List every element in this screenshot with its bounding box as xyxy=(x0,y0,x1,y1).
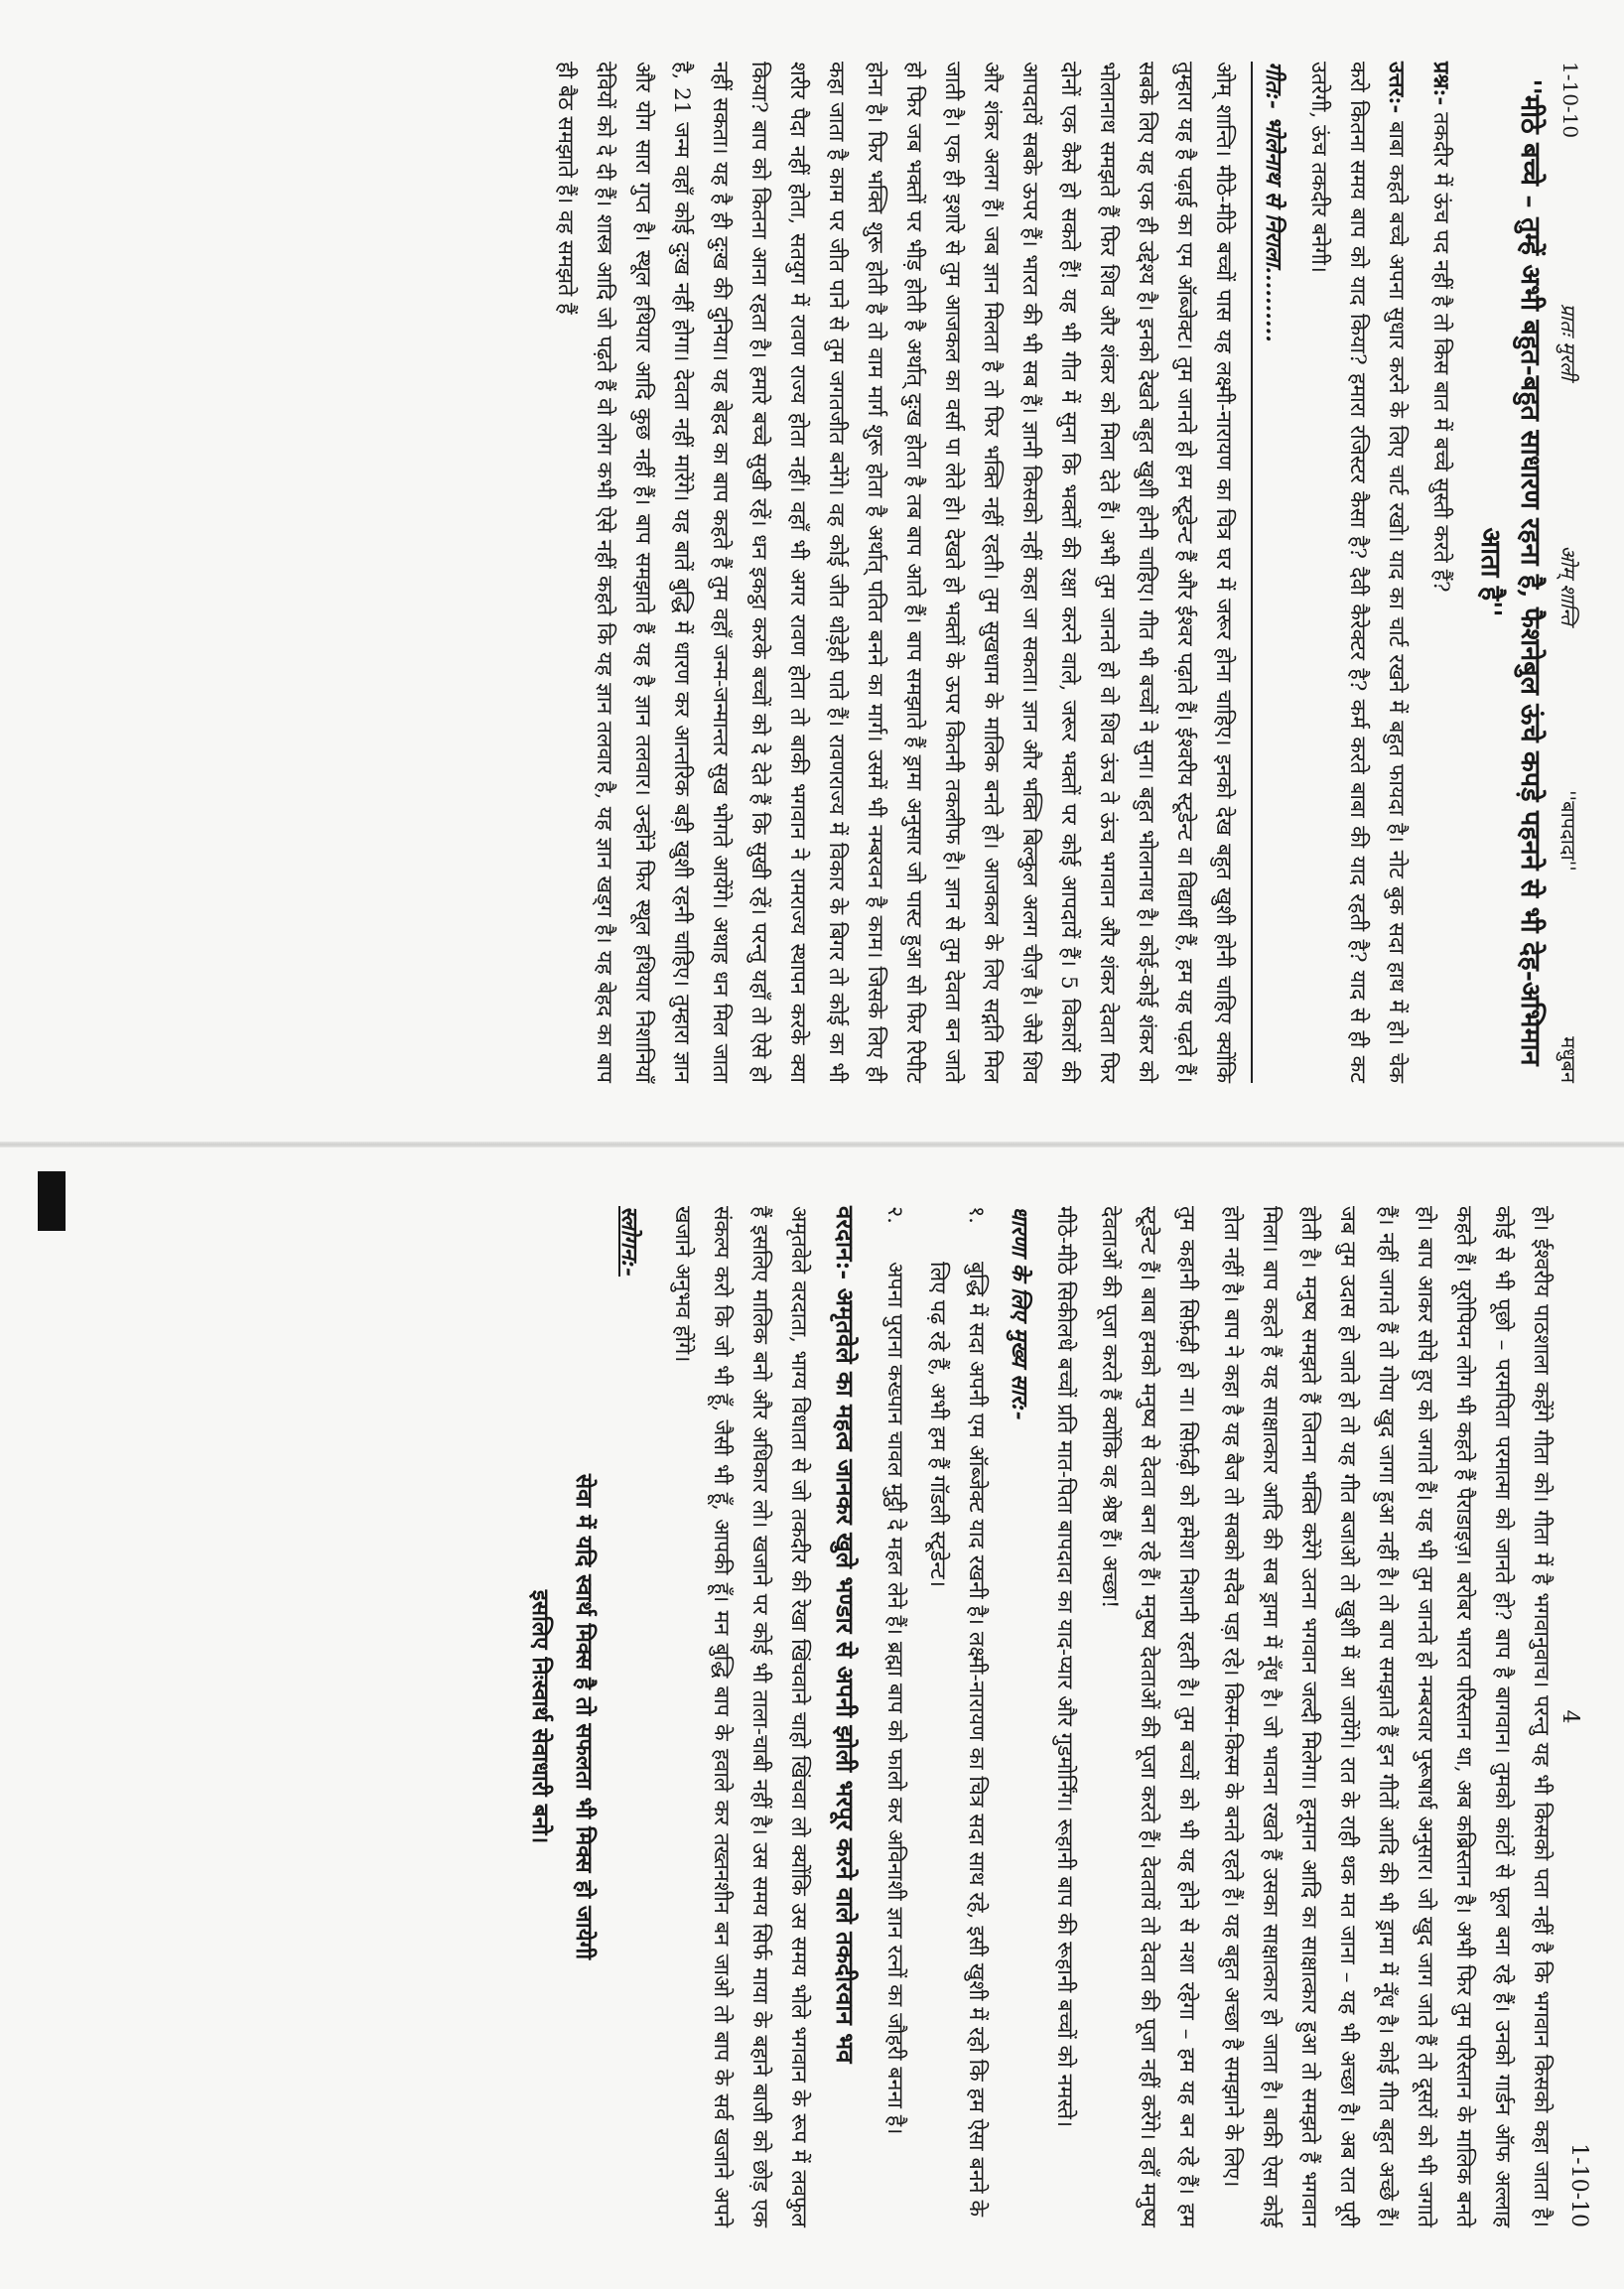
blessing-title: अमृतवेले का महत्व जानकर खुले भण्डार से अपनी झोली भरपूर करने वाले तकदीरवान भव xyxy=(831,1287,860,2064)
page-number: 4 xyxy=(1557,1709,1582,1724)
murli-paragraph: मीठे-मीठे सिकीलधे बच्चों प्रति मात-पिता बापदादा का याद-प्यार और गुडमोर्निंग। रूहानी बाप की रूहानी बच्चों को नमस्ते। xyxy=(1052,1206,1077,2128)
song-line xyxy=(1251,62,1293,1083)
answer-text: बाबा कहते बच्चे अपना सुधार करने के लिए चार्ट रखो। याद का चार्ट रखने में बहुत फायदा है। नोट बुक सदा हाथ में हो। चेक करो कितना समय बाप को याद किया? हमारा रजिस्टर कैसा है? दैवी कैरेक्टर है? कर्म करते बाबा की याद रहती है? याद से ही कट उतरेगी, ऊंच तकदीर बनेगी। xyxy=(1306,62,1409,1083)
answer-label: उत्तर:- xyxy=(1384,62,1409,114)
slogan-line-1: सेवा में यदि स्वार्थ मिक्स है तो सफलता भी मिक्स हो जायेगी xyxy=(571,1473,597,1960)
point-text: बुद्धि में सदा अपनी एम ऑब्जेक्ट याद रखनी है। लक्ष्मी-नारायण का चित्र सदा साथ रहे, इसी खुशी में रहो कि हम ऐसा बनने के लिए पढ़ रहे हैं, अभी हम हैं गॉडली स्टूडेन्ट। xyxy=(925,1262,989,2217)
dharna-title: धारणा के लिए मुख्य सार:- xyxy=(1007,1206,1032,1420)
slogan-label: स्लोगन:- xyxy=(616,1206,642,1278)
blessing-label: वरदान:- xyxy=(831,1206,860,1280)
song-label: गीत:- xyxy=(1261,62,1286,109)
blessing-text: अमृतवेले वरदाता, भाग्य विधाता से जो तकदीर की रेखा खिंचवाने चाहो खिंचवा लो क्योंकि उस समय भोले भगवान के रूप में लवफुल हैं इसलिए मालिक बनो और अधिकार लो। खजाने पर कोई भी ताला-चाबी नहीं है। उस समय सिर्फ माया के बहाने बाजी को छोड़ एक संकल्प करो कि जो भी हूँ, जैसी भी हूँ, आपकी हूँ। मन बुद्धि बाप के हवाले कर तख्तनशीन बन जाओ तो बाप के सर्व खजाने अपने खजाने अनुभव होंगे। xyxy=(670,1206,811,2227)
murli-type: प्रातः मुरली xyxy=(1556,303,1580,380)
speaker-name: ''बापदादा'' xyxy=(1556,790,1580,872)
question-text: तकदीर में ऊंच पद नहीं है तो किस बात में बच्चे सुस्ती करते हैं? xyxy=(1428,112,1453,593)
point-number: २. xyxy=(882,1206,907,1225)
question-block xyxy=(1421,62,1460,1083)
murli-paragraph: तुम कहानी सिर्फ़ढ़ी हो ना। सिर्फ़ढ़ी को हमेशा निशानी रहती है। तुम बच्चों को भी यह होने से नशा रहेगा – हम यह बन रहे हैं। हम स्टूडेन्ट हैं। बाबा हमको मनुष्य से देवता बना रहे हैं। मनुष्य देवताओं की पूजा करते हैं। देवतायें तो देवता की पूजा नहीं करेंगे। वहाँ मनुष्य देवताओं की पूजा करते हैं क्योंकि वह श्रेष्ठ हैं। अच्छा! xyxy=(1097,1206,1199,2227)
answer-block xyxy=(1299,62,1416,1083)
murli-header xyxy=(1556,62,1582,1083)
om-shanti-heading: ओम् शान्ति xyxy=(1556,545,1580,625)
dharna-point xyxy=(918,1206,996,2227)
blessing-heading xyxy=(824,1206,866,2227)
murli-paragraph: ओम् शान्ति। मीठे-मीठे बच्चों पास यह लक्ष्मी-नारायण का चित्र घर में जरूर होना चाहिए। इनको देख बहुत खुशी होनी चाहिए क्योंकि तुम्हारा यह है पढ़ाई का एम ऑब्जेक्ट। तुम जानते हो हम स्टूडेन्ट हैं और ईश्वर पढ़ाते हैं। ईश्वरीय स्टूडेन्ट वा विद्यार्थी हैं, हम यह पढ़ते हैं। सबके लिए यह एक ही उद्देश्य है। इनको देखते बहुत खुशी होनी चाहिए। गीत भी बच्चों ने सुना। बहुत भोलानाथ है। कोई-कोई शंकर को भोलानाथ समझते हैं फिर शिव और शंकर को मिला देते हैं। अभी तुम जानते हो वो शिव ऊंच ते ऊंच भगवान और शंकर देवता फिर दोनों एक कैसे हो सकते हैं! यह भी गीत में सुना कि भक्तों की रक्षा करने वाले, जरूर भक्तों पर कोई आपदायें हैं। 5 विकारों की आपदायें सबके ऊपर हैं। भारत की भी सब हैं। ज्ञानी किसको नहीं कहा जा सकता। ज्ञान और भक्ति बिल्कुल अलग चीज़ है। जैसे शिव और शंकर अलग हैं। जब ज्ञान मिलता है तो फिर भक्ति नहीं रहती। तुम सुखधाम के मालिक बनते हो। आजकल के लिए सद्गति मिल जाती है। एक ही इशारे से तुम आजकल का वर्सा पा लेते हो। देखते हो भक्तों के ऊपर कितनी तकलीफ है। ज्ञान से तुम देवता बन जाते हो फिर जब भक्तों पर भीड़ होती है अर्थात् दुःख होता है तब बाप आते हैं। बाप समझाते हैं ड्रामा अनुसार जो पास्ट हुआ सो फिर रिपीट होना है। फिर भक्ति शुरू होती है तो वाम मार्ग शुरू होता है अर्थात् पतित बनने का मार्ग। उसमें भी नम्बरवन है काम। जिसके लिए ही कहा जाता है काम पर जीत पाने से तुम जगतजीत बनेंगे। वह कोई जीत थोड़ेही पाते हैं। रावणराज्य में विकार के बिगर तो कोई का भी शरीर पैदा नहीं होता, सतयुग में रावण राज्य होता नहीं। वहाँ भी अगर रावण होता तो बाकी भगवान ने रामराज्य स्थापन करके क्या किया? बाप को कितना आना रहता है। हमारे बच्चे सुखी रहें। धन इकट्ठा करके बच्चों को दे देते हैं कि सुखी रहें। परन्तु यहाँ तो ऐसे हो नहीं सकता। यह है ही दुःख की दुनिया। यह बेहद का बाप कहते हैं तुम वहाँ जन्म-जन्मान्तर सुख भोगते आयेंगे। अथाह धन मिल जाता है, 21 जन्म वहाँ कोई दुःख नहीं होगा। देवता नहीं मारेंगे। यह बातें बुद्धि में धारण कर आन्तरिक बड़ी खुशी रहनी चाहिए। तुम्हारा ज्ञान और योग सारा गुप्त है। स्थूल हथियार आदि कुछ नहीं हैं। बाप समझाते हैं यह है ज्ञान तलवार। उन्होंने फिर स्थूल हथियार निशानियाँ देवियों को दे दी हैं। शास्त्र आदि जो पढ़ते हैं वो लोग कभी ऐसे नहीं कहते कि यह ज्ञान तलवार है, यह ज्ञान खड्ग है। यह बेहद का बाप ही बैठ समझाते हैं। वह समझते हैं xyxy=(553,62,1236,1083)
question-label: प्रश्न:- xyxy=(1428,62,1453,106)
essence-title: ''मीठे बच्चे – तुम्हें अभी बहुत-बहुत साधारण रहना है, फैशनेबुल ऊंचे कपड़े पहनने से भी देह-अभिमान आता है'' xyxy=(1475,78,1546,1066)
place-name: मधुबन xyxy=(1556,1036,1580,1083)
slogan-line-2: इसलिए निःस्वार्थ सेवाधारी बनो। xyxy=(527,1589,553,1844)
point-text: अपना पुराना कख्पान चावल मुट्ठी दे महल लेने हैं। ब्रह्मा बाप को फालो कर अविनाशी ज्ञान रत्नों का जौहरी बनना है। xyxy=(882,1262,907,2135)
song-title: भोलेनाथ से निराला.......... xyxy=(1261,115,1286,342)
murli-date: 1-10-10 xyxy=(1558,62,1582,139)
continuation-page xyxy=(0,1144,1624,2289)
morning-murli-page xyxy=(0,0,1624,1144)
murli-paragraph: हो। ईश्वरीय पाठशाला कहेंगे गीता को। गीता में है भगवानुवाच। परन्तु यह भी किसको पता नहीं है कि भगवान किसको कहा जाता है। कोई से भी पूछो – परमपिता परमात्मा को जानते हो? बाप है बागवान। तुमको कांटों से फूल बना रहे हैं। उनको गार्डन ऑफ अल्लाह कहते हैं। यूरोपियन लोग भी कहते हैं पैराडाइज़। बरोबर भारत परिस्तान था, अब कब्रिस्तान है। अभी फिर तुम परिस्तान के मालिक बनते हो। बाप आकर सोये हुए को जगाते हैं। यह भी तुम जानते हो नम्बरवार पुरूषार्थ अनुसार। जो खुद जाग जाते हैं तो दूसरों को भी जगाते हैं। नहीं जागते हैं तो गोया खुद जागा हुआ नहीं है। तो बाप समझाते हैं इन गीतों आदि की भी ड्रामा में नूँध है। कोई गीत बहुत अच्छे हैं। जब तुम उदास हो जाते हो तो यह गीत बजाओ तो खुशी में आ जायेंगे। रात के राही थक मत जाना – यह भी अच्छा है। अब रात पूरी होती है। मनुष्य समझते हैं जितना भक्ति करेंगे उतना भगवान जल्दी मिलेगा। हनूमान आदि का साक्षात्कार हुआ तो समझते हैं भगवान मिला। बाप कहते हैं यह साक्षात्कार आदि की सब ड्रामा में नूँध है। जो भावना रखते हैं उसका साक्षात्कार हो जाता है। बाकी ऐसा कोई होता नहीं है। बाप ने कहा है यह बैज तो सबको सदैव पड़ा रहे। किस्म-किस्म के बनते रहते हैं। यह बहुत अच्छा है समझाने के लिए। xyxy=(1219,1206,1554,2227)
point-number: १. xyxy=(964,1206,989,1225)
page-date: 1-10-10 xyxy=(1566,2143,1591,2227)
dharna-point xyxy=(876,1206,914,2227)
